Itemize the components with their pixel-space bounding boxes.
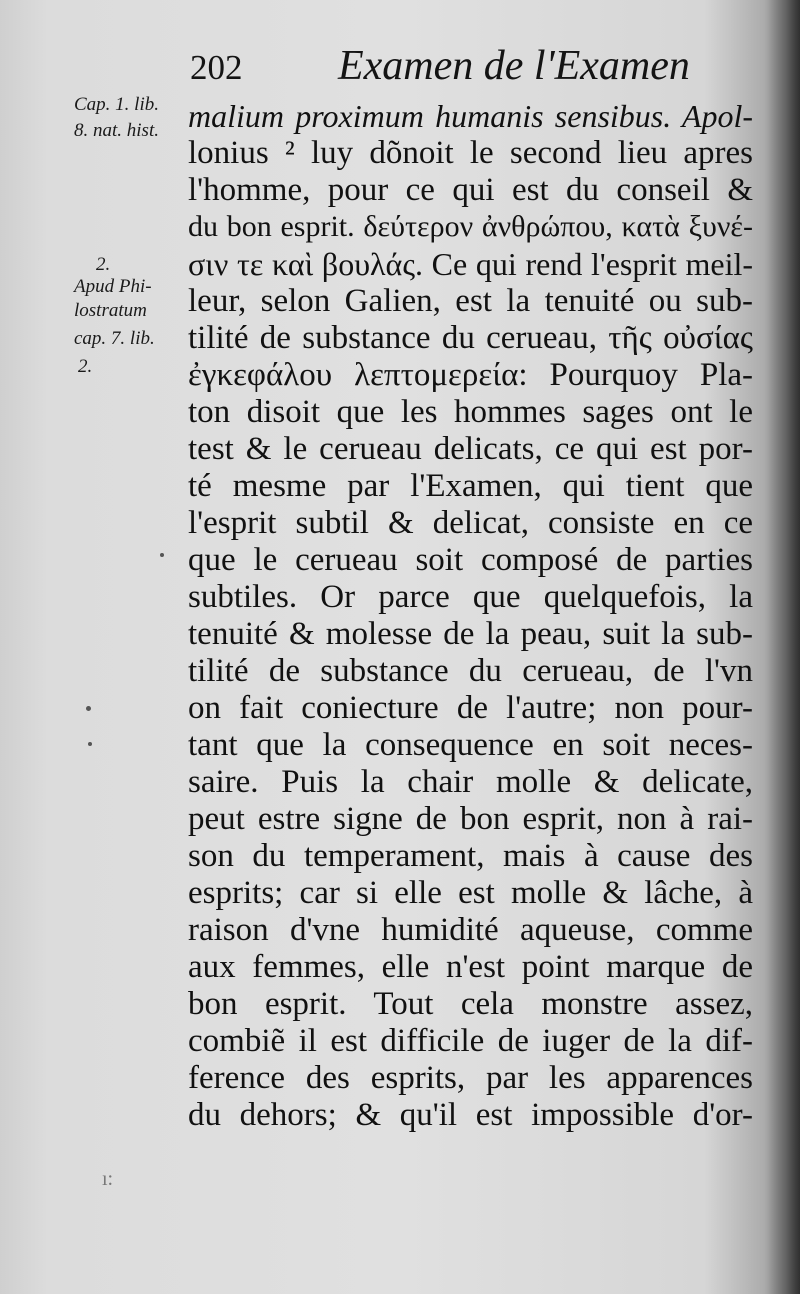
text-line: du bon esprit. δεύτερον ἀνθρώπου, κατὰ ξυνέ- [188,210,753,243]
text-line: tant que la consequence en soit neces- [188,727,753,763]
text-line: l'esprit subtil & delicat, consiste en ce [188,505,753,541]
margin-note-line: 8. nat. hist. [74,120,159,141]
text-line: malium proximum humanis sensibus. Apol- [188,98,753,134]
text-line: esprits; car si elle est molle & lâche, à [188,875,753,911]
text-line: ἐγκεφάλου λεπτομερεία: Pourquoy Pla- [188,357,753,393]
margin-note-line: Cap. 1. lib. [74,94,159,115]
margin-note-line: cap. 7. lib. [74,328,155,349]
text-line: tenuité & molesse de la peau, suit la sub- [188,616,753,652]
text-line: σιν τε καὶ βουλάς. Ce qui rend l'esprit meil- [188,246,753,282]
text-line: bon esprit. Tout cela monstre assez, [188,986,753,1022]
text-line: peut estre signe de bon esprit, non à rai- [188,801,753,837]
text-line: lonius ² luy dõnoit le second lieu apres [188,135,753,171]
text-line: combiẽ il est difficile de iuger de la dif- [188,1023,753,1059]
ink-speck [160,553,164,557]
binding-shadow [764,0,800,1294]
text-line: leur, selon Galien, est la tenuité ou sub- [188,283,753,319]
margin-note-line: lostratum [74,300,147,321]
text-line: saire. Puis la chair molle & delicate, [188,764,753,800]
text-line: té mesme par l'Examen, qui tient que [188,468,753,504]
text-line: ference des esprits, par les apparences [188,1060,753,1096]
page-header [190,40,750,100]
stray-print-mark: ı: [102,1168,114,1190]
text-line: que le cerueau soit composé de parties [188,542,753,578]
text-line: test & le cerueau delicats, ce qui est por- [188,431,753,467]
running-title: Examen de l'Examen [338,43,690,89]
text-line: ton disoit que les hommes sages ont le [188,394,753,430]
text-line: subtiles. Or parce que quelquefois, la [188,579,753,615]
text-line: l'homme, pour ce qui est du conseil & [188,172,753,208]
text-line: tilité de substance du cerueau, de l'vn [188,653,753,689]
text-line: on fait coniecture de l'autre; non pour- [188,690,753,726]
text-line: du dehors; & qu'il est impossible d'or- [188,1097,753,1133]
page-number: 202 [190,48,243,87]
text-line: tilité de substance du cerueau, τῆς οὐσίας [188,320,753,356]
text-line: raison d'vne humidité aqueuse, comme [188,912,753,948]
ink-speck [86,706,91,711]
margin-note-line: 2. [78,356,93,377]
ink-speck [88,742,92,746]
margin-note-line: Apud Phi- [74,276,152,297]
text-line: aux femmes, elle n'est point marque de [188,949,753,985]
text-line: son du temperament, mais à cause des [188,838,753,874]
margin-note-line: 2. [96,254,111,275]
